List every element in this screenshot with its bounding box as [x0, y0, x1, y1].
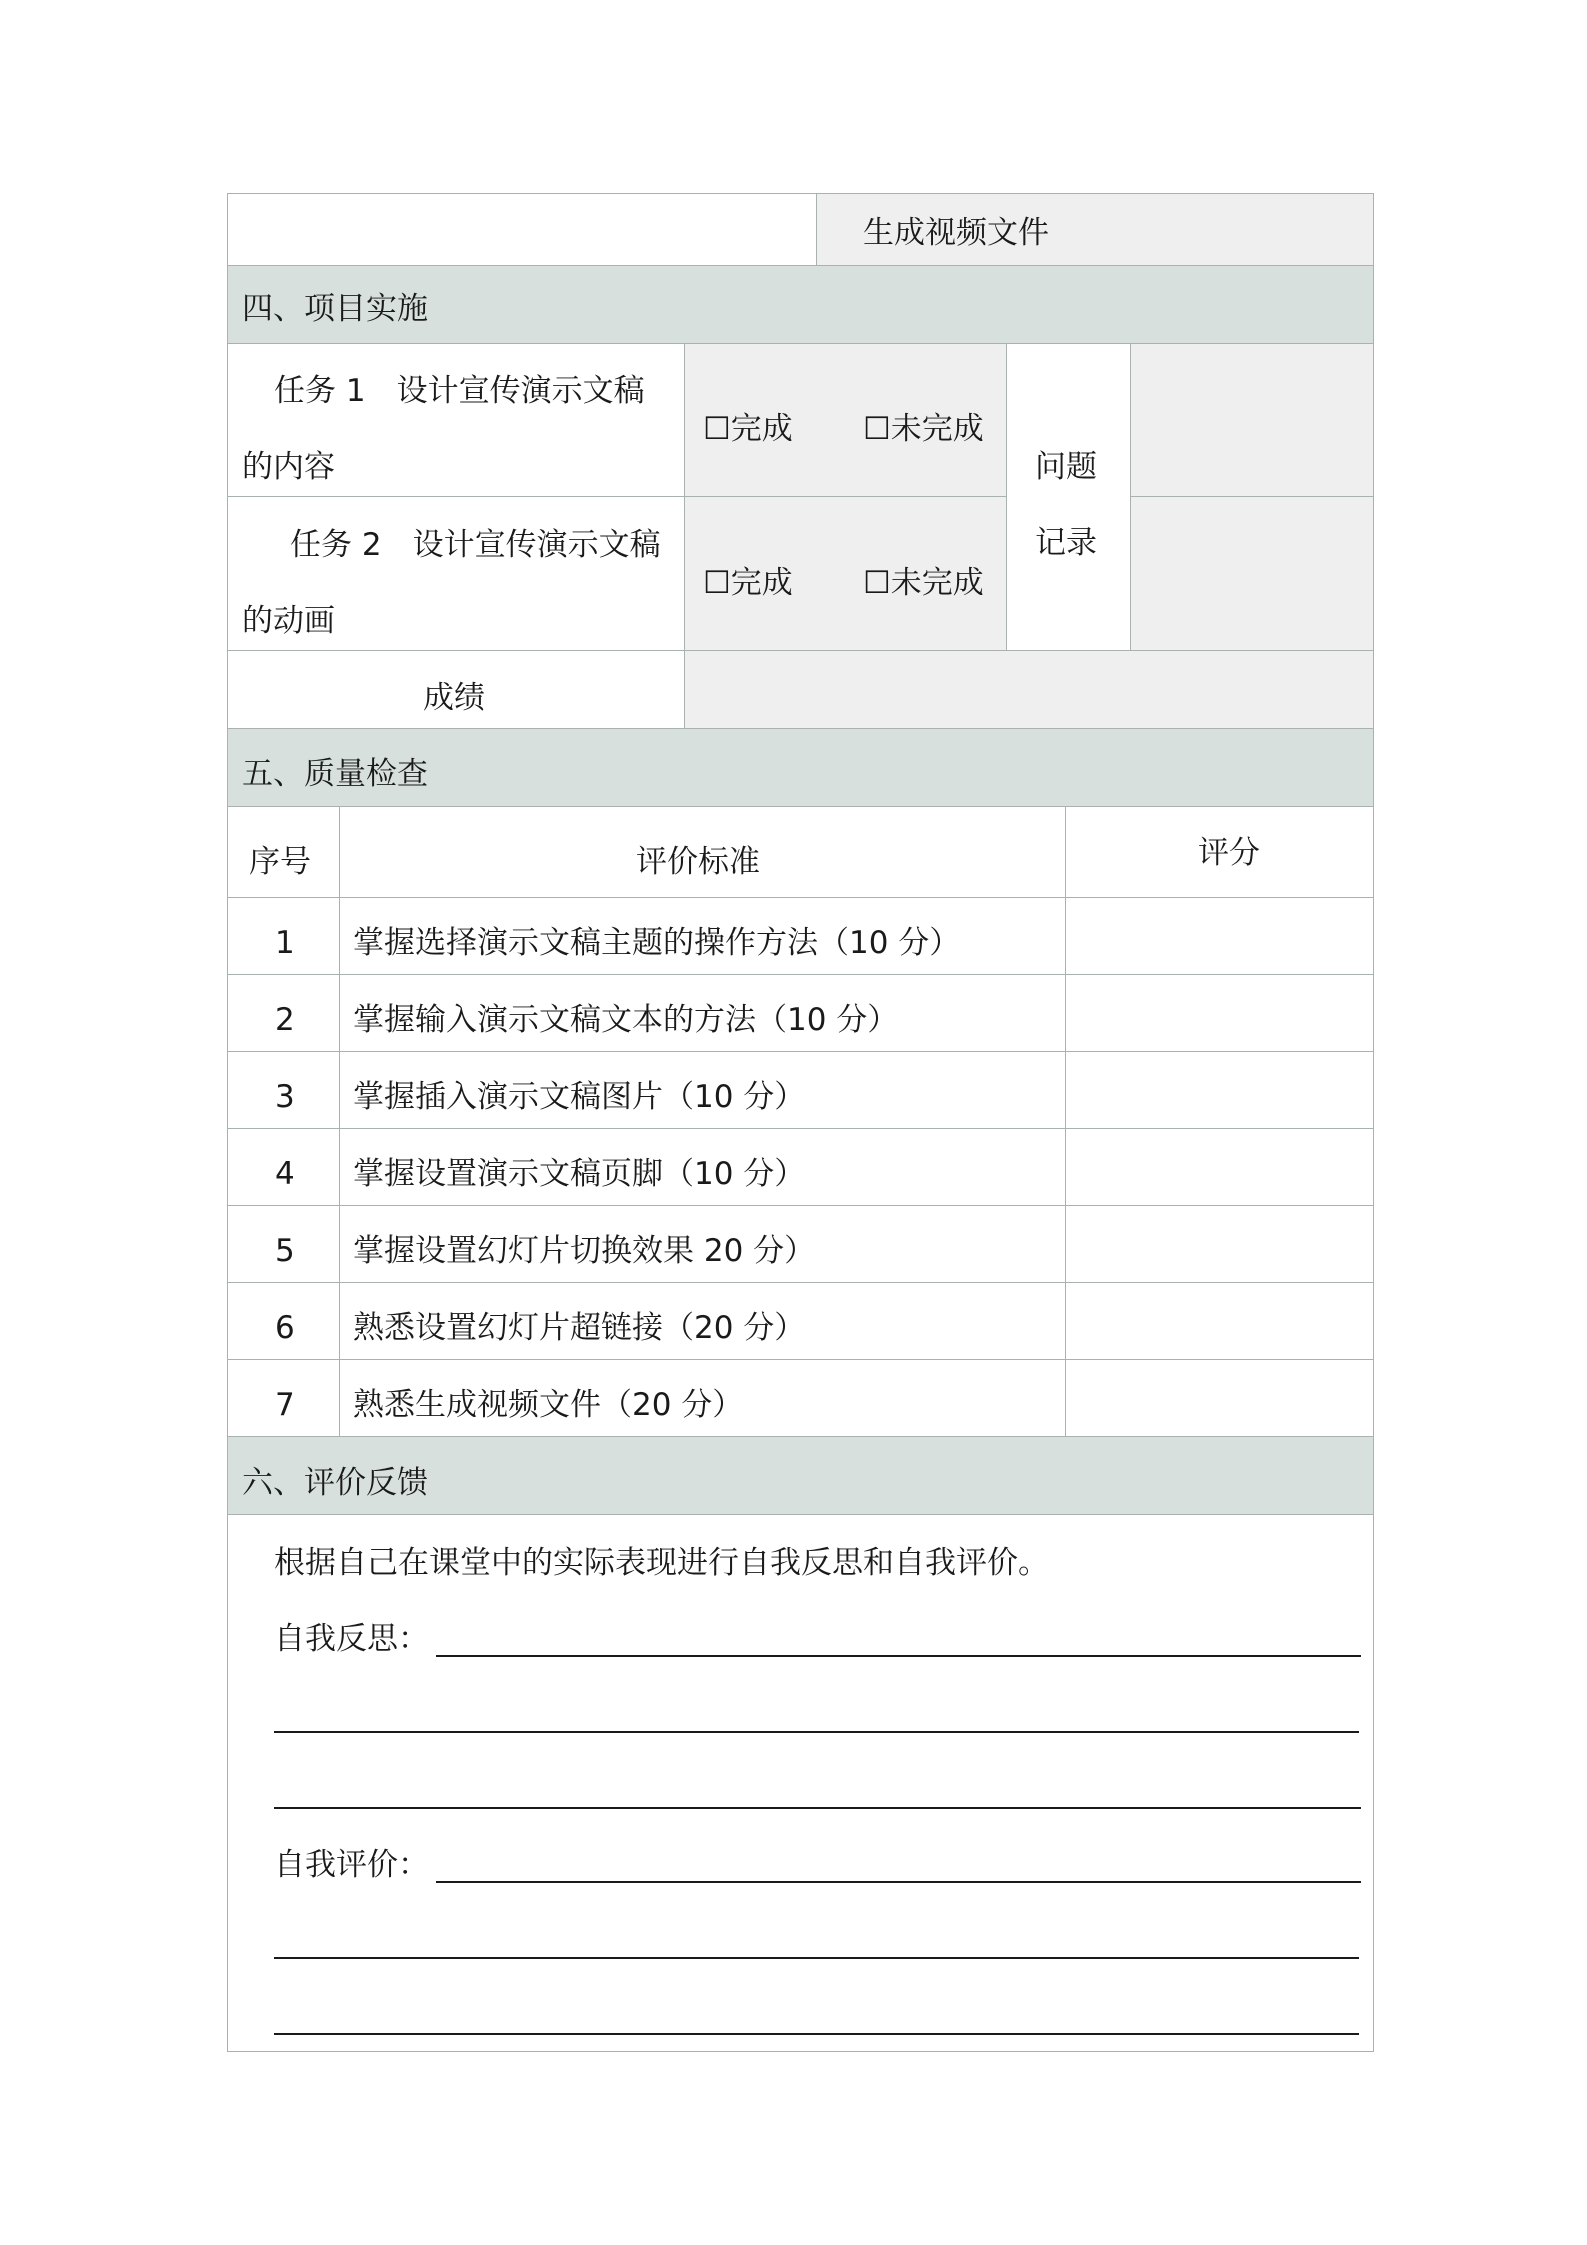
section6-header — [227, 1436, 1374, 1515]
evaluation-label: 自我评价： — [274, 1847, 429, 1883]
col-header-index — [227, 806, 340, 898]
task2-line1: 任务 2 设计宣传演示文稿 — [290, 527, 661, 563]
task2-line2: 的动画 — [242, 603, 335, 639]
row1-criteria-cell — [339, 897, 1066, 975]
row5-index: 5 — [275, 1233, 295, 1269]
issues-record-cell-1[interactable] — [1130, 343, 1374, 497]
reflection-line-2[interactable] — [274, 1731, 1359, 1733]
top-left-cell — [227, 193, 817, 266]
row4-index: 4 — [275, 1156, 295, 1192]
row5-criteria: 掌握设置幻灯片切换效果 20 分） — [353, 1233, 816, 1269]
row2-index-cell — [227, 974, 340, 1052]
task2-name-cell — [227, 496, 685, 651]
row7-score-cell[interactable] — [1065, 1359, 1374, 1437]
row3-index-cell — [227, 1051, 340, 1129]
top-right-text: 生成视频文件 — [863, 215, 1049, 251]
row3-criteria-cell — [339, 1051, 1066, 1129]
row2-criteria: 掌握输入演示文稿文本的方法（10 分） — [353, 1002, 899, 1038]
col-header-index-text: 序号 — [249, 844, 311, 880]
task2-done-checkbox[interactable]: ☐完成 — [703, 565, 793, 601]
col-header-score-text: 评分 — [1198, 835, 1260, 871]
evaluation-line-2[interactable] — [274, 1957, 1359, 1959]
score-label: 成绩 — [423, 680, 485, 716]
row5-criteria-cell — [339, 1205, 1066, 1283]
row5-score-cell[interactable] — [1065, 1205, 1374, 1283]
row4-index-cell — [227, 1128, 340, 1206]
task1-line2: 的内容 — [242, 449, 335, 485]
issues-label-cell — [1006, 343, 1131, 651]
section6-title: 六、评价反馈 — [242, 1465, 428, 1501]
row4-criteria-cell — [339, 1128, 1066, 1206]
row3-score-cell[interactable] — [1065, 1051, 1374, 1129]
row2-index: 2 — [275, 1002, 295, 1038]
row4-criteria: 掌握设置演示文稿页脚（10 分） — [353, 1156, 806, 1192]
row7-index: 7 — [275, 1387, 295, 1423]
row3-index: 3 — [275, 1079, 295, 1115]
evaluation-line-1[interactable] — [436, 1881, 1361, 1883]
task1-line1: 任务 1 设计宣传演示文稿 — [274, 373, 645, 409]
task1-done-checkbox[interactable]: ☐完成 — [703, 411, 793, 447]
row4-score-cell[interactable] — [1065, 1128, 1374, 1206]
task2-not-done-checkbox[interactable]: ☐未完成 — [863, 565, 984, 601]
reflection-line-1[interactable] — [436, 1655, 1361, 1657]
row3-criteria: 掌握插入演示文稿图片（10 分） — [353, 1079, 806, 1115]
row6-criteria-cell — [339, 1282, 1066, 1360]
row6-index: 6 — [275, 1310, 295, 1346]
reflection-label: 自我反思： — [274, 1621, 429, 1657]
score-label-cell — [227, 650, 685, 729]
row1-index: 1 — [275, 925, 295, 961]
row7-criteria: 熟悉生成视频文件（20 分） — [353, 1387, 744, 1423]
row6-criteria: 熟悉设置幻灯片超链接（20 分） — [353, 1310, 806, 1346]
col-header-criteria — [339, 806, 1066, 898]
issues-label-line1: 问题 — [1035, 449, 1097, 485]
row2-criteria-cell — [339, 974, 1066, 1052]
task2-status-cell — [684, 496, 1007, 651]
row1-index-cell — [227, 897, 340, 975]
task1-name-cell — [227, 343, 685, 497]
reflection-line-3[interactable] — [274, 1807, 1361, 1809]
section4-header — [227, 265, 1374, 344]
issues-record-cell-2[interactable] — [1130, 496, 1374, 651]
top-right-cell — [816, 193, 1374, 266]
section5-title: 五、质量检查 — [242, 756, 428, 792]
row1-criteria: 掌握选择演示文稿主题的操作方法（10 分） — [353, 925, 961, 961]
issues-label-line2: 记录 — [1035, 525, 1097, 561]
feedback-body — [227, 1514, 1374, 2052]
score-value-cell[interactable] — [684, 650, 1374, 729]
row7-index-cell — [227, 1359, 340, 1437]
row7-criteria-cell — [339, 1359, 1066, 1437]
row1-score-cell[interactable] — [1065, 897, 1374, 975]
section4-title: 四、项目实施 — [242, 291, 428, 327]
col-header-score — [1065, 806, 1374, 898]
row6-index-cell — [227, 1282, 340, 1360]
feedback-intro: 根据自己在课堂中的实际表现进行自我反思和自我评价。 — [274, 1545, 1049, 1581]
evaluation-line-3[interactable] — [274, 2033, 1359, 2035]
row2-score-cell[interactable] — [1065, 974, 1374, 1052]
task1-status-cell — [684, 343, 1007, 497]
row5-index-cell — [227, 1205, 340, 1283]
col-header-criteria-text: 评价标准 — [636, 844, 760, 880]
task1-not-done-checkbox[interactable]: ☐未完成 — [863, 411, 984, 447]
row6-score-cell[interactable] — [1065, 1282, 1374, 1360]
section5-header — [227, 728, 1374, 807]
